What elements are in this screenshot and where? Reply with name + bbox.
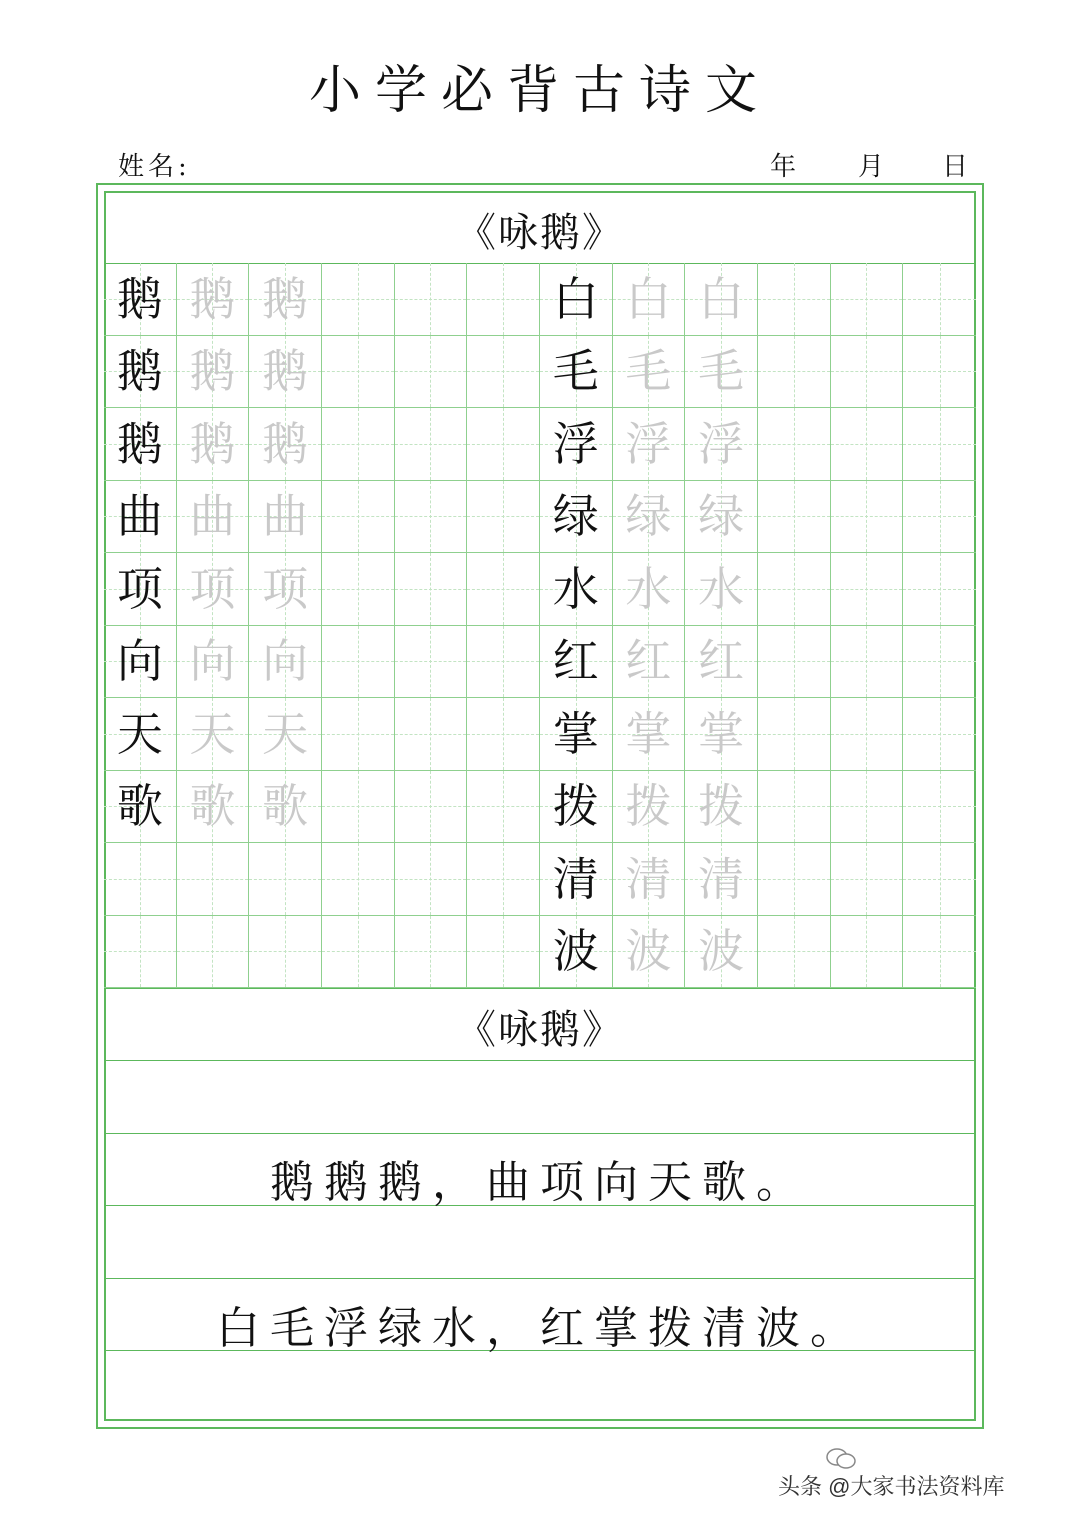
grid-cell [104, 336, 177, 409]
trace-character: 红 [625, 634, 672, 689]
grid-cell [467, 553, 540, 626]
grid-cell [395, 553, 468, 626]
grid-cell [249, 698, 322, 771]
section-divider [104, 988, 976, 989]
grid-cell [685, 481, 758, 554]
grid-cell [540, 916, 613, 989]
grid-cell [104, 698, 177, 771]
grid-cell [322, 481, 395, 554]
grid-cell [903, 336, 976, 409]
writing-line [104, 1060, 976, 1061]
trace-character: 绿 [625, 489, 672, 544]
grid-cell [903, 843, 976, 916]
grid-cell [395, 916, 468, 989]
grid-cell [903, 263, 976, 336]
trace-character: 歌 [189, 779, 236, 834]
grid-cell [540, 263, 613, 336]
grid-cell [177, 843, 250, 916]
trace-character: 浮 [625, 416, 672, 471]
grid-cell [395, 771, 468, 844]
grid-cell [104, 916, 177, 989]
grid-cell [831, 481, 904, 554]
grid-cell [685, 698, 758, 771]
grid-cell [249, 408, 322, 481]
date-fields [770, 146, 970, 182]
grid-cell [322, 336, 395, 409]
trace-character: 项 [189, 561, 236, 616]
trace-character: 歌 [262, 779, 309, 834]
grid-cell [613, 626, 686, 699]
grid-cell [540, 626, 613, 699]
grid-cell [540, 408, 613, 481]
grid-cell [831, 408, 904, 481]
trace-character: 鹅 [189, 416, 236, 471]
grid-cell [831, 698, 904, 771]
grid-cell [322, 263, 395, 336]
grid-cell [177, 916, 250, 989]
model-character: 拨 [552, 779, 599, 834]
grid-cell [249, 916, 322, 989]
grid-cell [685, 553, 758, 626]
trace-character: 曲 [262, 489, 309, 544]
trace-character: 鹅 [189, 271, 236, 326]
grid-cell [613, 916, 686, 989]
grid-cell [249, 336, 322, 409]
grid-cell [613, 481, 686, 554]
grid-cell [467, 771, 540, 844]
grid-cell [903, 481, 976, 554]
model-character: 天 [116, 706, 163, 761]
grid-cell [685, 336, 758, 409]
grid-cell [540, 698, 613, 771]
grid-cell [322, 771, 395, 844]
grid-cell [395, 843, 468, 916]
poem-title: 《咏鹅》 [456, 1006, 624, 1053]
grid-cell [831, 916, 904, 989]
trace-character: 波 [625, 924, 672, 979]
grid-cell [685, 771, 758, 844]
grid-cell [467, 263, 540, 336]
grid-cell [758, 626, 831, 699]
model-character: 红 [552, 634, 599, 689]
trace-character: 天 [262, 706, 309, 761]
wechat-icon [826, 1448, 856, 1470]
model-character: 掌 [552, 706, 599, 761]
trace-character: 水 [698, 561, 745, 616]
grid-cell [395, 336, 468, 409]
grid-cell [395, 263, 468, 336]
grid-cell [177, 481, 250, 554]
grid-cell [903, 553, 976, 626]
model-character: 鹅 [116, 344, 163, 399]
grid-cell [249, 626, 322, 699]
model-character: 白 [552, 271, 599, 326]
grid-cell [322, 916, 395, 989]
grid-cell [467, 843, 540, 916]
grid-cell [467, 408, 540, 481]
grid-cell [613, 698, 686, 771]
grid-cell [177, 336, 250, 409]
model-character: 歌 [116, 779, 163, 834]
grid-cell [322, 698, 395, 771]
grid-cell [758, 408, 831, 481]
model-character: 向 [116, 634, 163, 689]
poem-line-2: 白毛浮绿水，红掌拨清波。 [216, 1303, 864, 1354]
trace-character: 鹅 [262, 344, 309, 399]
trace-character: 掌 [625, 706, 672, 761]
model-character: 波 [552, 924, 599, 979]
grid-cell [395, 626, 468, 699]
trace-character: 曲 [189, 489, 236, 544]
grid-cell [177, 263, 250, 336]
grid-cell [540, 771, 613, 844]
trace-character: 拨 [698, 779, 745, 834]
grid-cell [613, 553, 686, 626]
grid-cell [903, 698, 976, 771]
grid-cell [540, 843, 613, 916]
model-character: 浮 [552, 416, 599, 471]
writing-line [104, 1133, 976, 1134]
model-character: 项 [116, 561, 163, 616]
grid-cell [467, 698, 540, 771]
trace-character: 波 [698, 924, 745, 979]
poem-line-1: 鹅鹅鹅，曲项向天歌。 [270, 1157, 810, 1208]
grid-cell [104, 263, 177, 336]
trace-character: 红 [698, 634, 745, 689]
grid-cell [322, 626, 395, 699]
page-title: 小学必背古诗文 [308, 61, 771, 121]
grid-cell [177, 553, 250, 626]
grid-cell [758, 698, 831, 771]
grid-cell [540, 481, 613, 554]
grid-cell [831, 336, 904, 409]
model-character: 曲 [116, 489, 163, 544]
grid-cell [831, 626, 904, 699]
grid-cell [395, 698, 468, 771]
grid-cell [903, 626, 976, 699]
grid-cell [249, 843, 322, 916]
grid-cell [758, 553, 831, 626]
grid-cell [613, 263, 686, 336]
grid-cell [322, 843, 395, 916]
grid-cell [758, 263, 831, 336]
grid-cell [395, 481, 468, 554]
trace-character: 绿 [698, 489, 745, 544]
trace-character: 天 [189, 706, 236, 761]
grid-cell [540, 553, 613, 626]
practice-title: 《咏鹅》 [456, 209, 624, 256]
writing-line [104, 1278, 976, 1279]
grid-cell [104, 408, 177, 481]
date-day-label: 日 [942, 152, 969, 182]
name-label: 姓名: [118, 152, 191, 182]
grid-cell [758, 481, 831, 554]
grid-cell [831, 771, 904, 844]
grid-cell [177, 626, 250, 699]
grid-cell [903, 408, 976, 481]
grid-cell [177, 698, 250, 771]
model-character: 毛 [552, 344, 599, 399]
trace-character: 白 [698, 271, 745, 326]
grid-cell [758, 771, 831, 844]
trace-character: 拨 [625, 779, 672, 834]
grid-cell [104, 626, 177, 699]
model-character: 鹅 [116, 271, 163, 326]
model-character: 水 [552, 561, 599, 616]
trace-character: 毛 [698, 344, 745, 399]
model-character: 鹅 [116, 416, 163, 471]
trace-character: 向 [262, 634, 309, 689]
grid-cell [831, 843, 904, 916]
grid-cell [467, 916, 540, 989]
trace-character: 鹅 [189, 344, 236, 399]
grid-cell [613, 771, 686, 844]
trace-character: 白 [625, 271, 672, 326]
grid-cell [758, 916, 831, 989]
grid-cell [831, 263, 904, 336]
grid-cell [104, 771, 177, 844]
grid-cell [249, 771, 322, 844]
grid-cell [104, 843, 177, 916]
grid-cell [177, 771, 250, 844]
date-month-label: 月 [858, 152, 885, 182]
grid-cell [104, 481, 177, 554]
model-character: 绿 [552, 489, 599, 544]
grid-cell [249, 553, 322, 626]
grid-cell [613, 408, 686, 481]
grid-cell [249, 481, 322, 554]
grid-cell [322, 553, 395, 626]
grid-cell [831, 553, 904, 626]
grid-cell [613, 843, 686, 916]
grid-cell [104, 553, 177, 626]
grid-cell [467, 336, 540, 409]
grid-cell [467, 481, 540, 554]
grid-cell [685, 916, 758, 989]
grid-cell [467, 626, 540, 699]
grid-cell [903, 916, 976, 989]
grid-cell [758, 843, 831, 916]
trace-character: 水 [625, 561, 672, 616]
trace-character: 鹅 [262, 271, 309, 326]
practice-grid [104, 263, 976, 988]
trace-character: 向 [189, 634, 236, 689]
grid-cell [540, 336, 613, 409]
trace-character: 浮 [698, 416, 745, 471]
grid-cell [685, 626, 758, 699]
date-year-label: 年 [770, 152, 797, 182]
trace-character: 清 [698, 851, 745, 906]
grid-cell [758, 336, 831, 409]
grid-cell [685, 843, 758, 916]
grid-cell [395, 408, 468, 481]
trace-character: 毛 [625, 344, 672, 399]
trace-character: 鹅 [262, 416, 309, 471]
grid-cell [685, 263, 758, 336]
trace-character: 清 [625, 851, 672, 906]
grid-cell [903, 771, 976, 844]
trace-character: 掌 [698, 706, 745, 761]
watermark-text: 头条 @大家书法资料库 [778, 1474, 1005, 1499]
model-character: 清 [552, 851, 599, 906]
grid-cell [685, 408, 758, 481]
grid-cell [177, 408, 250, 481]
grid-cell [613, 336, 686, 409]
trace-character: 项 [262, 561, 309, 616]
grid-cell [249, 263, 322, 336]
grid-cell [322, 408, 395, 481]
